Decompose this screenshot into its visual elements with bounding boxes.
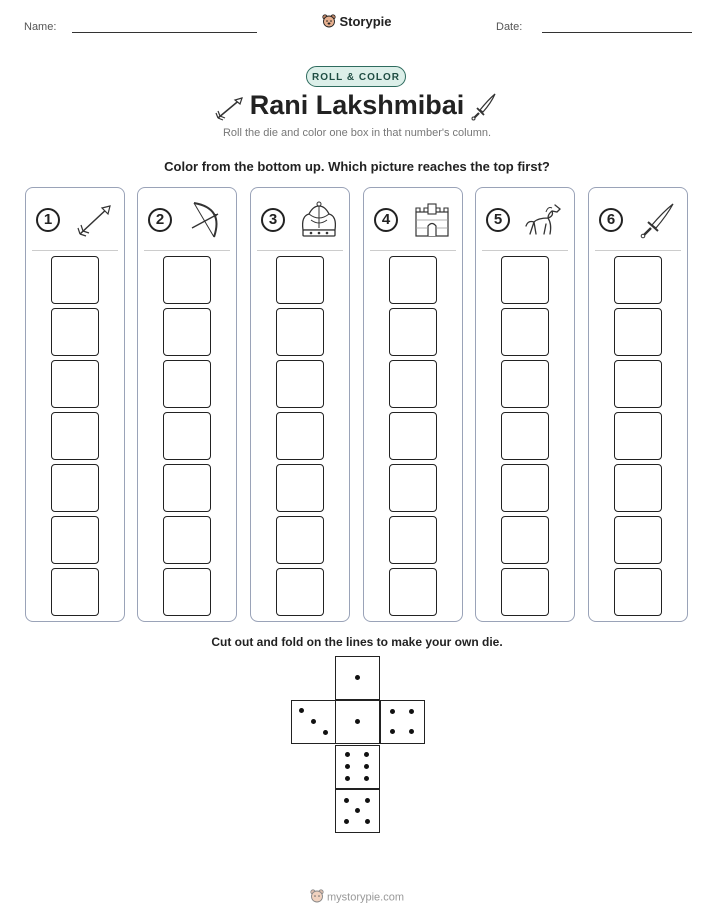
arrow-icon bbox=[72, 200, 116, 240]
crown-icon bbox=[297, 200, 341, 240]
page-subtitle: Roll the die and color one box in that number's column. bbox=[222, 127, 492, 139]
sword-icon bbox=[635, 200, 679, 240]
color-box[interactable] bbox=[163, 464, 211, 512]
fort-icon bbox=[410, 200, 454, 240]
color-box[interactable] bbox=[163, 412, 211, 460]
roll-color-badge: ROLL & COLOR bbox=[306, 66, 406, 87]
color-box[interactable] bbox=[614, 412, 662, 460]
color-box[interactable] bbox=[614, 568, 662, 616]
column-divider bbox=[370, 250, 456, 251]
name-line[interactable] bbox=[72, 32, 257, 33]
date-line[interactable] bbox=[542, 32, 692, 33]
color-box[interactable] bbox=[51, 464, 99, 512]
color-box[interactable] bbox=[614, 256, 662, 304]
column-divider bbox=[144, 250, 230, 251]
color-box[interactable] bbox=[276, 360, 324, 408]
color-box[interactable] bbox=[501, 308, 549, 356]
color-box[interactable] bbox=[501, 256, 549, 304]
color-box[interactable] bbox=[51, 412, 99, 460]
column-number: 5 bbox=[486, 208, 510, 232]
color-box[interactable] bbox=[389, 360, 437, 408]
color-box[interactable] bbox=[51, 256, 99, 304]
color-box[interactable] bbox=[276, 308, 324, 356]
footer-url[interactable]: mystorypie.com bbox=[326, 891, 405, 904]
bear-logo-icon bbox=[322, 14, 336, 31]
column-number: 4 bbox=[374, 208, 398, 232]
color-box[interactable] bbox=[51, 568, 99, 616]
column-5 bbox=[475, 187, 575, 622]
sword-icon bbox=[470, 92, 498, 122]
color-box[interactable] bbox=[389, 256, 437, 304]
bear-logo-icon bbox=[310, 889, 324, 906]
column-divider bbox=[482, 250, 568, 251]
color-box[interactable] bbox=[51, 308, 99, 356]
color-box[interactable] bbox=[614, 464, 662, 512]
brand-logo bbox=[0, 14, 714, 31]
color-box[interactable] bbox=[51, 360, 99, 408]
die-face-1b bbox=[335, 700, 380, 744]
color-box[interactable] bbox=[51, 516, 99, 564]
color-box[interactable] bbox=[501, 568, 549, 616]
brand-name: Storypie bbox=[339, 14, 392, 29]
color-box[interactable] bbox=[276, 568, 324, 616]
column-3 bbox=[250, 187, 350, 622]
color-box[interactable] bbox=[163, 568, 211, 616]
die-face-5 bbox=[335, 789, 380, 833]
color-box[interactable] bbox=[389, 412, 437, 460]
color-box[interactable] bbox=[614, 308, 662, 356]
color-box[interactable] bbox=[276, 464, 324, 512]
color-box[interactable] bbox=[501, 464, 549, 512]
column-6 bbox=[588, 187, 688, 622]
color-box[interactable] bbox=[163, 256, 211, 304]
color-box[interactable] bbox=[276, 516, 324, 564]
die-net bbox=[291, 656, 426, 836]
color-box[interactable] bbox=[389, 308, 437, 356]
column-2 bbox=[137, 187, 237, 622]
color-box[interactable] bbox=[276, 412, 324, 460]
column-number: 3 bbox=[261, 208, 285, 232]
color-box[interactable] bbox=[163, 516, 211, 564]
color-box[interactable] bbox=[501, 360, 549, 408]
footer bbox=[0, 889, 714, 906]
die-face-3 bbox=[291, 700, 336, 744]
column-1 bbox=[25, 187, 125, 622]
date-label: Date: bbox=[496, 21, 523, 33]
column-4 bbox=[363, 187, 463, 622]
column-divider bbox=[32, 250, 118, 251]
die-instruction: Cut out and fold on the lines to make your own die. bbox=[211, 635, 503, 649]
color-box[interactable] bbox=[163, 360, 211, 408]
name-label: Name: bbox=[24, 21, 57, 33]
column-divider bbox=[257, 250, 343, 251]
die-face-4 bbox=[380, 700, 425, 744]
color-box[interactable] bbox=[501, 412, 549, 460]
color-box[interactable] bbox=[389, 516, 437, 564]
column-number: 6 bbox=[599, 208, 623, 232]
color-box[interactable] bbox=[389, 568, 437, 616]
column-divider bbox=[595, 250, 681, 251]
horse-icon bbox=[522, 200, 566, 240]
column-number: 2 bbox=[148, 208, 172, 232]
page-title: Rani Lakshmibai bbox=[249, 90, 465, 120]
instruction-prompt: Color from the bottom up. Which picture reaches the top first? bbox=[164, 159, 550, 174]
color-box[interactable] bbox=[276, 256, 324, 304]
die-face-6 bbox=[335, 745, 380, 789]
color-box[interactable] bbox=[614, 360, 662, 408]
color-box[interactable] bbox=[501, 516, 549, 564]
color-box[interactable] bbox=[389, 464, 437, 512]
bow-icon bbox=[184, 200, 228, 240]
color-box[interactable] bbox=[614, 516, 662, 564]
die-face-1 bbox=[335, 656, 380, 700]
column-number: 1 bbox=[36, 208, 60, 232]
color-box[interactable] bbox=[163, 308, 211, 356]
